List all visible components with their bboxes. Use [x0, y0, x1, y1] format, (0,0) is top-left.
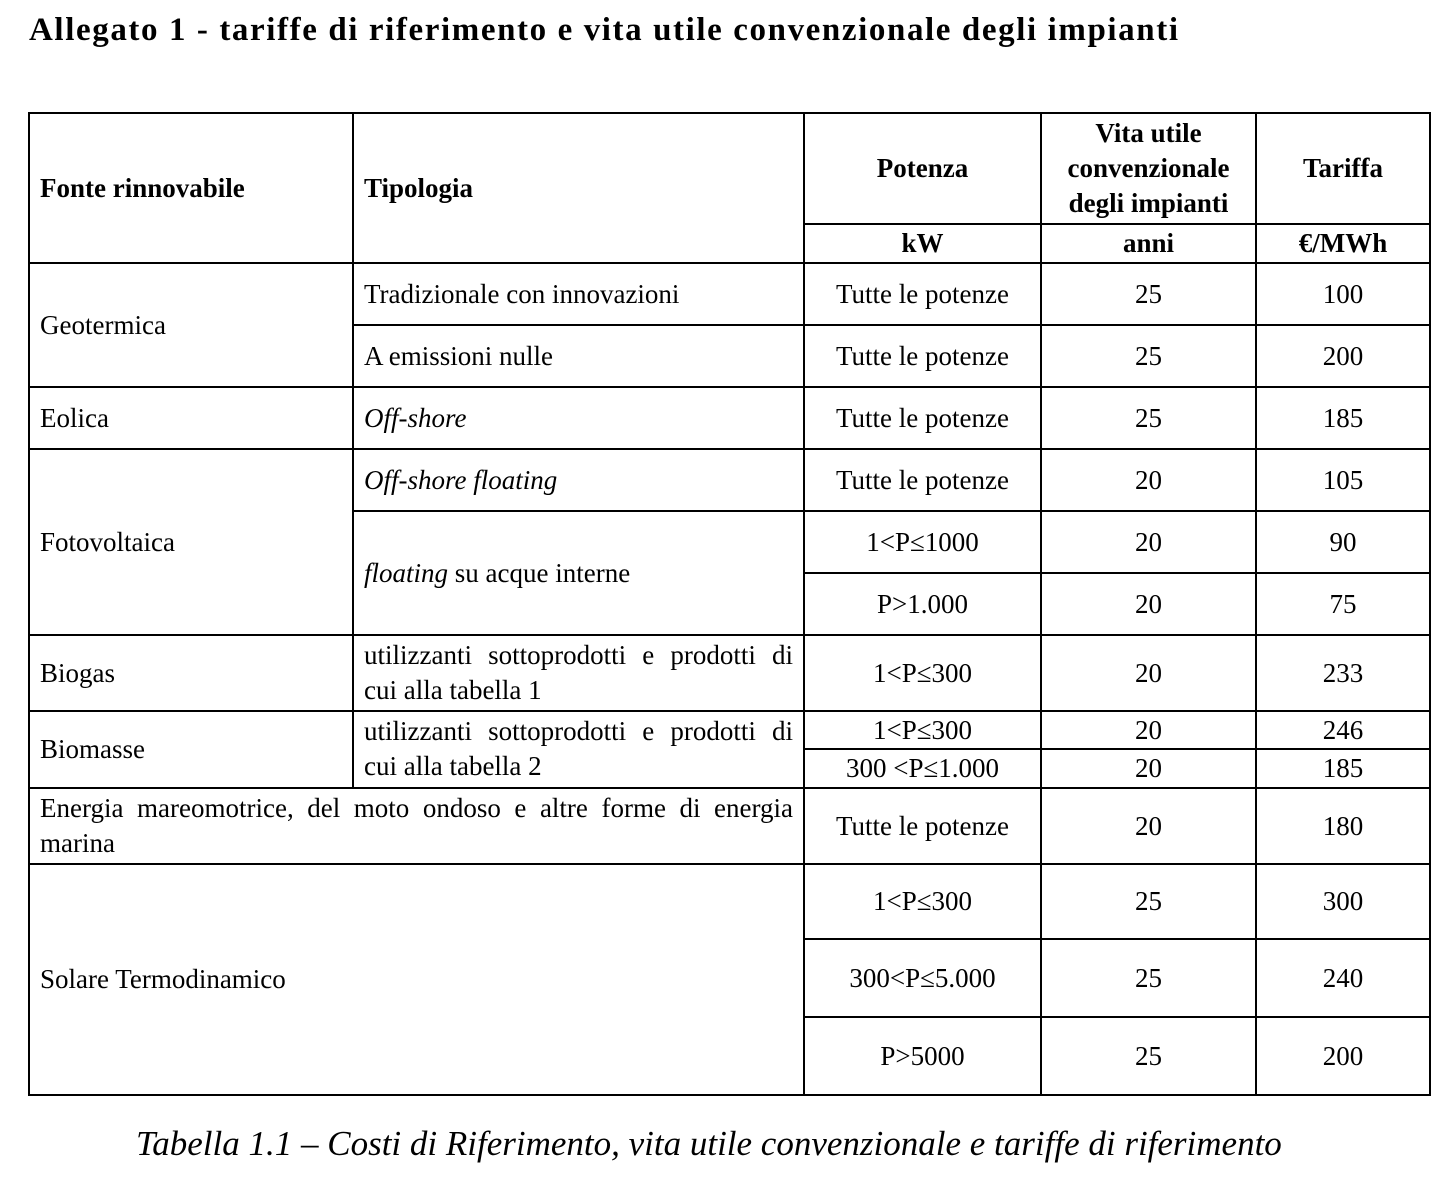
fonte-biomasse: Biomasse [29, 711, 353, 788]
header-vita-utile: Vita utile convenzionale degli impianti [1041, 113, 1256, 224]
potenza-cell: 1<P≤300 [804, 635, 1041, 711]
tariffa-cell: 246 [1256, 711, 1430, 749]
document-title: Allegato 1 - tariffe di riferimento e vita utile convenzionale degli impianti [29, 12, 1180, 48]
tariffa-cell: 105 [1256, 449, 1430, 511]
fonte-eolica: Eolica [29, 387, 353, 449]
tariffa-cell: 200 [1256, 325, 1430, 387]
potenza-cell: Tutte le potenze [804, 325, 1041, 387]
table-row [29, 387, 1430, 449]
potenza-cell: 300 <P≤1.000 [804, 749, 1041, 787]
table-row [29, 263, 1430, 325]
header-fonte: Fonte rinnovabile [29, 113, 353, 263]
header-potenza: Potenza [804, 113, 1041, 224]
vita-cell: 25 [1041, 939, 1256, 1017]
vita-cell: 20 [1041, 749, 1256, 787]
tipologia-cell: Off-shore [353, 387, 804, 449]
vita-cell: 25 [1041, 864, 1256, 939]
table-row [29, 449, 1430, 511]
table-row [29, 864, 1430, 939]
vita-cell: 25 [1041, 1017, 1256, 1095]
tipologia-cell: Tradizionale con innovazioni [353, 263, 804, 325]
table-row [29, 788, 1430, 864]
potenza-cell: P>5000 [804, 1017, 1041, 1095]
potenza-cell: Tutte le potenze [804, 387, 1041, 449]
tariffa-cell: 180 [1256, 788, 1430, 864]
potenza-cell: 300<P≤5.000 [804, 939, 1041, 1017]
potenza-cell: 1<P≤1000 [804, 511, 1041, 573]
potenza-cell: 1<P≤300 [804, 711, 1041, 749]
vita-cell: 20 [1041, 449, 1256, 511]
fonte-marina: Energia mareomotrice, del moto ondoso e altre forme di energia marina [29, 788, 804, 864]
fonte-geotermica: Geotermica [29, 263, 353, 387]
table-row [29, 635, 1430, 711]
tipologia-cell: A emissioni nulle [353, 325, 804, 387]
header-tipologia: Tipologia [353, 113, 804, 263]
tariffa-cell: 100 [1256, 263, 1430, 325]
tariffa-cell: 233 [1256, 635, 1430, 711]
vita-cell: 25 [1041, 325, 1256, 387]
tipologia-cell: Off-shore floating [353, 449, 804, 511]
table-row [29, 711, 1430, 749]
tipologia-cell: utilizzanti sottoprodotti e prodotti di cui alla tabella 1 [353, 635, 804, 711]
vita-cell: 20 [1041, 511, 1256, 573]
header-tariffa: Tariffa [1256, 113, 1430, 224]
vita-cell: 20 [1041, 635, 1256, 711]
potenza-cell: Tutte le potenze [804, 263, 1041, 325]
unit-vita: anni [1041, 224, 1256, 262]
table-caption: Tabella 1.1 – Costi di Riferimento, vita utile convenzionale e tariffe di riferimento [136, 1124, 1282, 1163]
vita-cell: 20 [1041, 788, 1256, 864]
tariffa-cell: 240 [1256, 939, 1430, 1017]
tariffe-table [28, 112, 1431, 1096]
table-header-row [29, 113, 1430, 224]
tariffa-cell: 300 [1256, 864, 1430, 939]
tariffa-cell: 185 [1256, 387, 1430, 449]
unit-potenza: kW [804, 224, 1041, 262]
tipologia-italic-text: floating [364, 557, 449, 588]
fonte-biogas: Biogas [29, 635, 353, 711]
tipologia-cell [353, 511, 804, 635]
potenza-cell: P>1.000 [804, 573, 1041, 635]
fonte-fotovoltaica: Fotovoltaica [29, 449, 353, 635]
potenza-cell: Tutte le potenze [804, 449, 1041, 511]
tariffa-cell: 75 [1256, 573, 1430, 635]
vita-cell: 25 [1041, 263, 1256, 325]
tipologia-cell: utilizzanti sottoprodotti e prodotti di cui alla tabella 2 [353, 711, 804, 788]
vita-cell: 25 [1041, 387, 1256, 449]
tipologia-rest-text: su acque interne [448, 557, 631, 588]
vita-cell: 20 [1041, 711, 1256, 749]
potenza-cell: Tutte le potenze [804, 788, 1041, 864]
tariffa-cell: 185 [1256, 749, 1430, 787]
tariffa-cell: 200 [1256, 1017, 1430, 1095]
vita-cell: 20 [1041, 573, 1256, 635]
tariffa-cell: 90 [1256, 511, 1430, 573]
unit-tariffa: €/MWh [1256, 224, 1430, 262]
fonte-solare: Solare Termodinamico [29, 864, 804, 1095]
potenza-cell: 1<P≤300 [804, 864, 1041, 939]
